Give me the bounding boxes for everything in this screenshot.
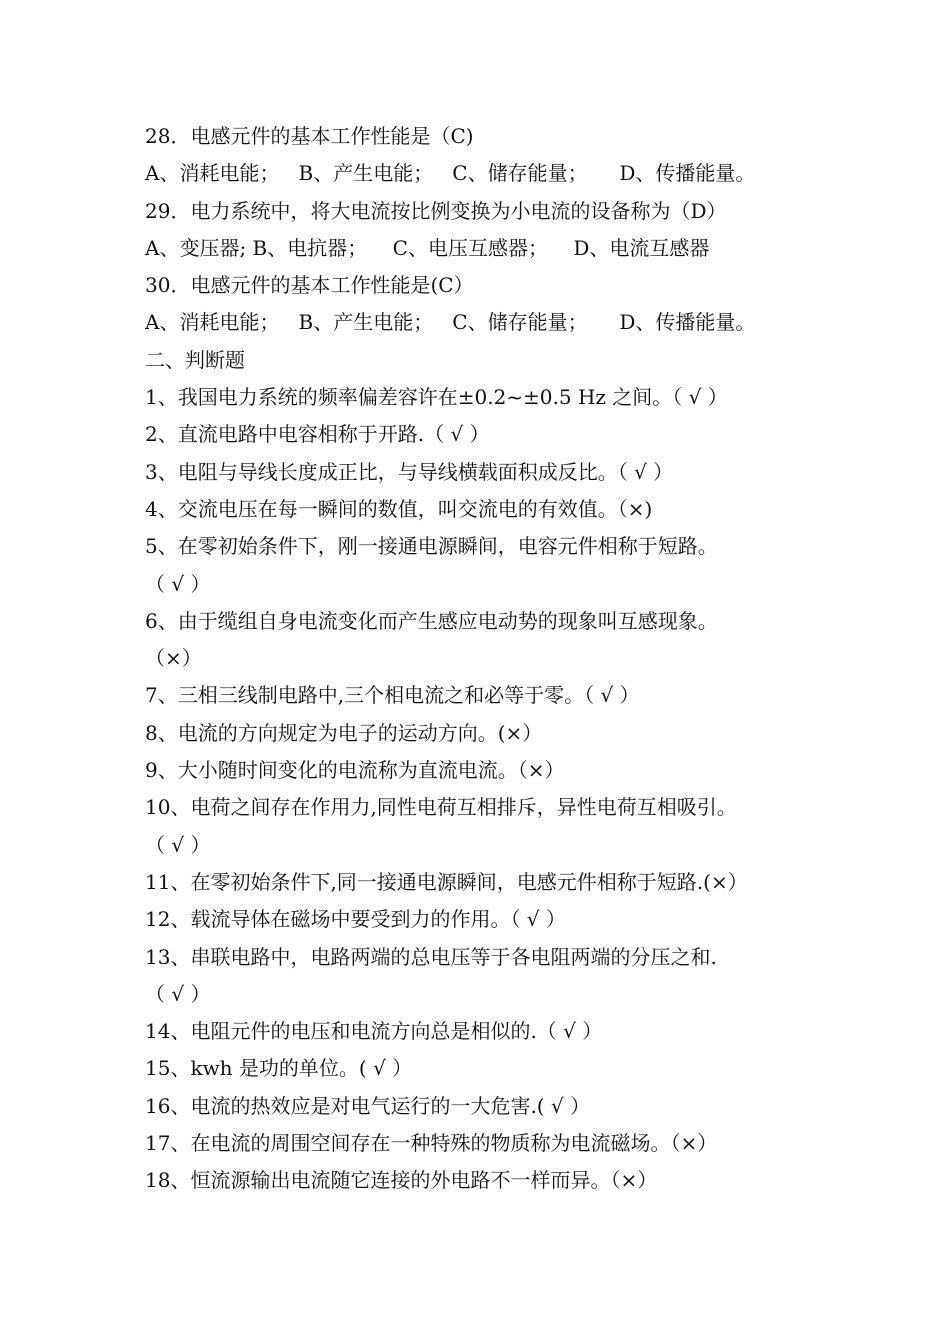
judgment-item: 14、电阻元件的电压和电流方向总是相似的.（ √ ） [145, 1019, 603, 1044]
judgment-item: 8、电流的方向规定为电子的运动方向。(×） [145, 720, 543, 745]
question-30-options: A、消耗电能； B、产生电能； C、储存能量； D、传播能量。 [145, 310, 756, 335]
judgment-item: 5、在零初始条件下，刚一接通电源瞬间，电容元件相称于短路。 [145, 534, 718, 559]
judgment-item: 13、串联电路中，电路两端的总电压等于各电阻两端的分压之和. [145, 944, 717, 969]
judgment-item: 1、我国电力系统的频率偏差容许在±0.2~±0.5 Hz 之间。（ √ ） [145, 385, 728, 410]
judgment-answer: （ √ ） [145, 981, 211, 1006]
judgment-item: 4、交流电压在每一瞬间的数值，叫交流电的有效值。（×) [145, 496, 653, 521]
judgment-answer: （ √ ） [145, 832, 211, 857]
judgment-answer: （ √ ） [145, 571, 211, 596]
judgment-item: 15、kwh 是功的单位。( √ ） [145, 1056, 413, 1081]
question-30: 30．电感元件的基本工作性能是(C） [145, 273, 474, 298]
question-29: 29．电力系统中，将大电流按比例变换为小电流的设备称为（D） [145, 198, 727, 223]
section-heading: 二、判断题 [145, 347, 245, 372]
judgment-item: 3、电阻与导线长度成正比，与导线横载面积成反比。（ √ ） [145, 459, 674, 484]
judgment-item: 12、载流导体在磁场中要受到力的作用。（ √ ） [145, 907, 566, 932]
judgment-item: 18、恒流源输出电流随它连接的外电路不一样而异。（×） [145, 1168, 658, 1193]
question-29-options: A、变压器; B、电抗器； C、电压互感器； D、电流互感器 [145, 235, 710, 260]
judgment-item: 2、直流电路中电容相称于开路.（ √ ） [145, 422, 490, 447]
question-28: 28．电感元件的基本工作性能是（C) [145, 124, 474, 148]
page-content [145, 118, 815, 1200]
judgment-item: 9、大小随时间变化的电流称为直流电流。（×） [145, 758, 565, 783]
judgment-item: 10、电荷之间存在作用力,同性电荷互相排斥，异性电荷互相吸引。 [145, 795, 737, 820]
judgment-item: 7、三相三线制电路中,三个相电流之和必等于零。（ √ ） [145, 683, 640, 708]
judgment-item: 16、电流的热效应是对电气运行的一大危害.( √ ） [145, 1093, 591, 1118]
judgment-item: 11、在零初始条件下,同一接通电源瞬间，电感元件相称于短路.(×） [145, 869, 748, 894]
judgment-answer: （×） [145, 646, 202, 671]
question-28-options: A、消耗电能； B、产生电能； C、储存能量； D、传播能量。 [145, 161, 756, 186]
judgment-item: 17、在电流的周围空间存在一种特殊的物质称为电流磁场。（×） [145, 1131, 718, 1156]
judgment-item: 6、由于缆组自身电流变化而产生感应电动势的现象叫互感现象。 [145, 608, 718, 633]
